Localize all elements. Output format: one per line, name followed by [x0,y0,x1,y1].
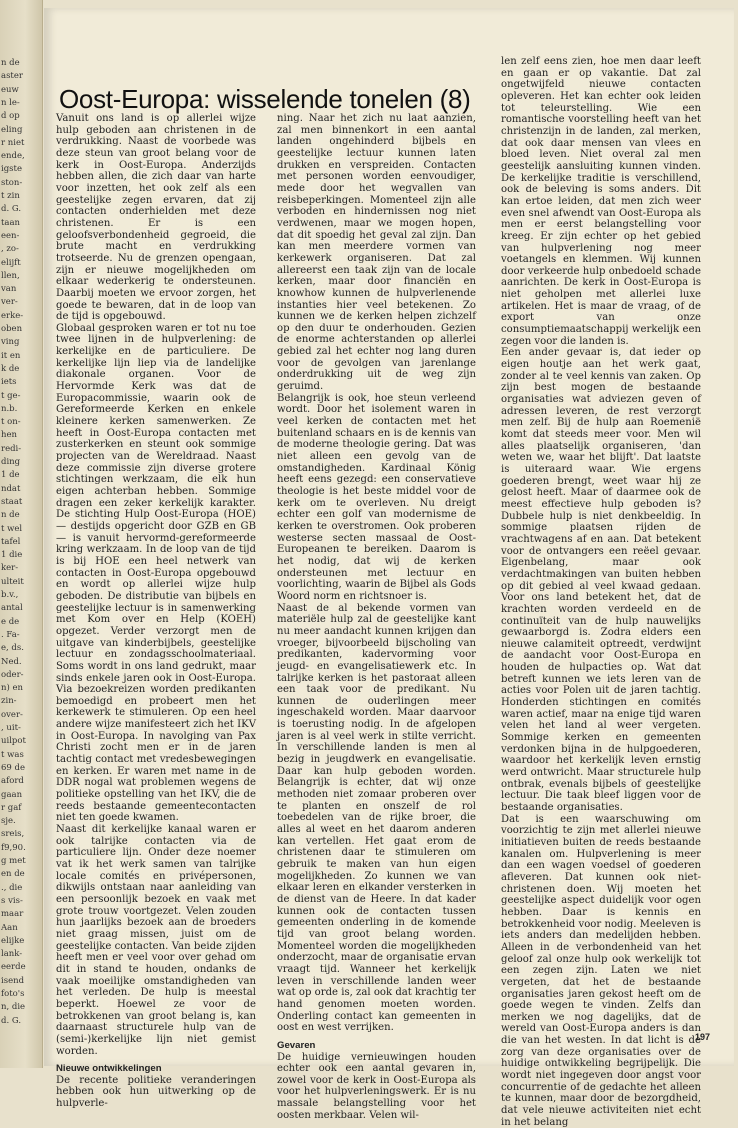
margin-fragment: hen [1,430,17,441]
margin-fragment: n de [1,510,20,521]
margin-fragment: 69 de [1,762,25,773]
margin-fragment: ulteit [1,576,24,587]
margin-fragment: r niet [1,137,25,148]
paragraph: Globaal gesproken waren er tot nu toe twee lijnen in de hulpverlening: de kerkelijke en de particuliere. De kerkelijke lijn liep via de landelijke diakonale organen. Voor de Hervormde Kerk was dat de Europacommissie, waarin ook de Gereformeerde Kerken en enkele kleinere kerken samenwerken. Ze heeft in Oost-Europa contacten met zusterkerken en steunt ook sommige projecten van de Wereldraad. Naast deze commissie zijn diverse grotere stichtingen werkzaam, die elk hun eigen achterban hebben. Sommige dragen een zeker kerkelijk karakter. De stichting Hulp Oost-Europa (HOE) — destijds opgericht door GZB en GB — is vanuit hervormd-gereformeerde kring werkzaam. In de loop van de tijd is bij HOE een heel netwerk van contacten in Oost-Europa opgebouwd en wordt op allerlei wijze hulp geboden. De distributie van bijbels en geestelijke lectuur is in samenwerking met Kom over en Help (KOEH) opgezet. Verder verzorgt men de uitgave van kinderbijbels, geestelijke lectuur en zondagsschoolmateriaal. Soms wordt in ons land gedrukt, maar sinds enkele jaren ook in Oost-Europa. Via bezoekreizen worden predikanten bemoedigd en probeert men het kerkewerk te stimuleren. Op een heel andere wijze manifesteert zich het IKV in Oost-Europa. In navolging van Pax Christi zocht men er in de jaren tachtig contact met vredesbewegingen en kerken. Er waren met name in de DDR nogal wat problemen wegens de politieke opstelling van het IKV, die de reeds bestaande gemeentecontacten niet ten goede kwamen. [56,322,256,824]
margin-fragment: d op [1,111,20,122]
section-heading-gevaren: Gevaren [277,1039,316,1051]
paragraph: Vanuit ons land is op allerlei wijze hulp geboden aan christenen in de verdrukking. Naast de voorbede was deze steun van groot belang voor de kerk in Oost-Europa. Anderzijds hebben allen, die zich daar van harte voor inzetten, het ook zelf als een geestelijke zegen ervaren, dat zij contacten onderhielden met deze christenen. Er is een geloofsverbondenheid gegroeid, die brute macht en verdrukking trotseerde. Nu de grenzen opengaan, zijn er nieuwe mogelijkheden om elkaar wederkerig te ondersteunen. Daarbij moeten we ervoor zorgen, het goede te bewaren, dat in de loop van de tijd is opgebouwd. [56,113,256,323]
margin-fragment: ., die [1,882,23,893]
margin-fragment: t zin [1,191,20,201]
paragraph: Belangrijk is ook, hoe steun verleend wordt. Door het isolement waren in veel kerken de contacten met het buitenland schaars en is de kennis van de moderne theologie gering. Dat was niet alleen een gevolg van de omstandigheden. Kardinaal König heeft eens gezegd: een conservatieve theologie is het beste middel voor de kerk om te overleven. Nu dreigt echter een golf van modernisme de kerken te overstromen. Ook proberen westerse secten massaal de Oost-Europeanen te bereiken. Daarom is het nodig, dat wij de kerken ondersteunen met lectuur en voorlichting, waarin de Bijbel als Gods Woord norm en richtsnoer is. [277,392,476,602]
margin-fragment: isend [1,975,25,986]
margin-fragment: oben [1,324,23,334]
margin-fragment: ker- [1,563,19,574]
margin-fragment: , uit- [1,723,21,733]
margin-fragment: elijke [1,935,25,946]
margin-fragment: e de [1,616,20,627]
margin-fragment: s vis- [1,895,23,906]
paragraph: Dat is een waarschuwing om voorzichtig te zijn met allerlei nieuwe initiatieven buiten de reeds bestaande kanalen om. Hulpverlening is meer dan een wagen voedsel of goederen afleveren. Dat kunnen ook niet-christenen doen. Wij moeten het geestelijke aspect duidelijk voor ogen hebben. Daar is kennis en betrokkenheid voor nodig. Meeleven is iets anders dan medelijden hebben. Alleen in de verbondenheid van het geloof zal onze hulp ook werkelijk tot een zegen zijn. Laten we niet vergeten, dat het de bestaande organisaties jaren gekost heeft om de goede wegen te vinden. Zelfs dan merken we nog dagelijks, dat de wereld van Oost-Europa anders is dan die van het westen. In dat licht is de zorg van deze organisaties over de huidige ontwikkeling begrijpelijk. Die wordt niet ingegeven door angst voor concurrentie of de gedachte het alleen te kunnen, maar door de bezorgdheid, dat vele nieuwe activiteiten niet echt in het belang [501,813,701,1128]
paragraph: len zelf eens zien, hoe men daar leeft en gaan er op vakantie. Dat zal ongetwijfeld nieuwe contacten opleveren. Het kan echter ook leiden tot teleurstelling. Wie een romantische voorstelling heeft van het christenzijn in de landen, zal merken, dat ook daar mensen van vlees en bloed leven. Niet overal zal men geestelijk aansluiting kunnen vinden. De kerkelijke traditie is verschillend, ook de beleving is soms anders. Dit kan ertoe leiden, dat men zich weer even snel afwendt van Oost-Europa als men er eerst belangstelling voor kreeg. Er zijn echter op het gebied van hulpverlening nog meer voetangels en klemmen. Wij kunnen door verkeerde hulp onbedoeld schade aanrichten. De kerk in Oost-Europa is niet geholpen met allerlei luxe artikelen. Het is maar de vraag, of de export van onze consumptiemaatschappij werkelijk een zegen voor die landen is. [501,56,701,347]
margin-fragment: sje. [1,816,16,827]
margin-fragment: sreis, [1,829,25,840]
margin-fragment: antal [1,603,23,614]
margin-fragment: d. G. [1,1015,22,1026]
margin-fragment: taan [1,217,21,228]
margin-fragment: . Fa- [1,629,20,640]
margin-fragment: n le- [1,97,20,108]
margin-fragment: e, ds. [1,643,24,654]
paragraph: Naast de al bekende vormen van materiële hulp zal de geestelijke kant nu meer aandacht kunnen krijgen dan vroeger, bijvoorbeeld bijscholing van predikanten, kadervorming voor jeugd- en evangelisatiewerk etc. In talrijke kerken is het pastoraat alleen een taak voor de predikant. Nu kunnen de ouderlingen meer ingeschakeld worden. Maar daarvoor is toerusting nodig. In de afgelopen jaren is al veel werk in stilte verricht. In verschillende landen is men al bezig in jeugdwerk en evangelisatie. Daar kan hulp geboden worden. Belangrijk is echter, dat wij onze methoden niet zomaar proberen over te planten en onszelf de rol toebedelen van de rijke broer, die alles al weet en het daarom anderen kan vertellen. Het gaat erom de christenen daar te stimuleren om gebruik te maken van hun eigen mogelijkheden. Zo kunnen we van elkaar leren en elkander versterken in de dienst van de Heere. In dat kader kunnen ook de contacten tussen gemeenten onderling in de komende tijd van groot belang worden. Momenteel worden die mogelijkheden onderzocht, maar de organisatie ervan vraagt tijd. Wanneer het kerkelijk leven in verschillende landen weer wat op orde is, zal ook dat krachtig ter hand genomen moeten worden. Onderling contact kan gemeenten in oost en west verrijken. [277,602,476,1034]
margin-fragment: en de [1,869,25,880]
margin-fragment: lank- [1,949,23,960]
margin-fragment: ding [1,457,21,467]
margin-fragment: aster [1,71,23,82]
margin-fragment: tafel [1,536,21,547]
margin-fragment: n, die [1,1002,26,1013]
margin-fragment: eerde [1,962,26,973]
margin-fragment: staat [1,496,23,507]
margin-fragment: g met [1,856,26,866]
margin-fragment: k de [1,363,20,374]
margin-fragment: aford [1,776,24,787]
section-heading-nieuwe-ontwikkelingen: Nieuwe ontwikkelingen [56,1063,162,1075]
page-number: 197 [695,1032,711,1042]
margin-fragment: iets [1,377,17,388]
paragraph: De recente politieke veranderingen hebben ook hun uitwerking op de hulpverle- [56,1074,256,1110]
margin-fragment: Ned. [1,656,22,667]
margin-fragment: foto's [1,989,25,999]
margin-fragment: erke- [1,310,24,321]
margin-fragment: t ge- [1,390,21,401]
margin-fragment: t on- [1,417,21,428]
margin-fragment: uilpot [1,736,26,747]
margin-fragment: oder- [1,669,24,680]
margin-fragment: ende, [1,151,25,162]
previous-page-margin [0,0,43,1068]
paragraph: ning. Naar het zich nu laat aanzien, zal men binnenkort in een aantal landen ongehinderd bijbels en geestelijke lectuur kunnen laten drukken en verspreiden. Contacten met personen worden eenvoudiger, mede door het wegvallen van reisbeperkingen. Momenteel zijn alle verboden en hindernissen nog niet verdwenen, maar we mogen hopen, dat dit spoedig het geval zal zijn. Dan kan men meerdere vormen van kerkewerk organiseren. Dat zal allereerst een taak zijn van de locale kerken, maar door financiën en knowhow kunnen de hulpverlenende instanties hier veel betekenen. Zo kunnen we de kerken helpen zichzelf op den duur te onderhouden. Gezien de enorme achterstanden op allerlei gebied zal het echter nog lang duren voor de gevolgen van jarenlange onderdrukking uit de weg zijn geruimd. [277,113,476,393]
margin-fragment: n.b. [1,403,18,414]
margin-fragment: t was [1,749,24,760]
margin-fragment: zin- [1,696,17,707]
paragraph: De huidige vernieuwingen houden echter ook een aantal gevaren in, zowel voor de kerk in Oost-Europa als voor het hulpverleningswerk. Er is nu massale belangstelling voor het oosten merkbaar. Velen wil- [277,1051,476,1121]
margin-fragment: b.v., [1,590,19,600]
column-3 [501,56,701,1128]
margin-fragment: redi- [1,443,22,454]
margin-fragment: gaan [1,789,23,800]
margin-fragment: n de [1,58,20,68]
margin-fragment: f9,90. [1,842,26,853]
paragraph: Een ander gevaar is, dat ieder op eigen houtje aan het werk gaat, zonder al te veel kennis van zaken. Op zijn best mogen de bestaande organisaties wat adviezen geven of adressen leveren, de rest verzorgt men zelf. Bij de hulp aan Roemenië komt dat steeds meer voor. Men wil alles plaatselijk organiseren, 'dan weten we, waar het blijft'. Dat laatste is uiteraard waar. Wie ergens goederen brengt, weet waar hij ze gelost heeft. Maar of daarmee ook de meest effectieve hulp geboden is? Dubbele hulp is niet denkbeeldig. In sommige plaatsen rijden de vrachtwagens af en aan. Dat betekent voor de ontvangers een reëel gevaar. Eigenbelang, maar ook verdachtmakingen van buiten hebben op dit gebied al veel kwaad gedaan. Voor ons land betekent het, dat de krachten worden verdeeld en de continuïteit van de hulp nauwelijks gewaarborgd is. Zodra elders een nieuwe calamiteit optreedt, verdwijnt de aandacht voor Oost-Europa en houden de hulpacties op. Wat dat betreft kunnen we iets leren van de acties voor Polen uit de jaren tachtig. Honderden stichtingen en comités waren actief, maar na enige tijd waren velen het land al weer vergeten. Sommige kerken en gemeenten verdonken bijna in de hulpgoederen, waardoor het kerkelijk leven ernstig werd ontwricht. Maar structurele hulp ontbrak, evenals bijbels of geestelijke lectuur. Die taak bleef liggen voor de bestaande organisaties. [501,347,701,813]
margin-fragment: 1 die [1,550,23,561]
article-title: Oost-Europa: wisselende tonelen (8) [59,84,471,114]
margin-fragment: over- [1,709,23,720]
margin-fragment: euw [1,84,19,95]
margin-fragment: r gaf [1,802,22,813]
margin-fragment: it en [1,350,21,361]
margin-fragment: llen, [1,270,20,281]
column-2 [277,113,476,1121]
column-1 [56,113,256,1110]
margin-fragment: een- [1,230,20,241]
margin-fragment: eling [1,124,23,135]
margin-fragment: n) en [1,683,23,694]
margin-fragment: Aan [1,922,18,933]
margin-fragment: igste [1,164,22,175]
margin-fragment: t wel [1,523,23,534]
margin-fragment: maar [1,909,24,920]
paragraph: Naast dit kerkelijke kanaal waren er ook talrijke contacten via de particuliere lijn. Onder deze noemer vat ik het werk samen van talrijke locale comités en privépersonen, dikwijls ontstaan naar aanleiding van een persoonlijk bezoek en vaak met grote trouw voortgezet. Velen zouden hun jaarlijks bezoek aan de broeders niet graag missen, juist om de geestelijke contacten. Van beide zijden heeft men er veel voor over gehad om dit in stand te houden, ondanks de vaak moeilijke omstandigheden van het verleden. De hulp is meestal beperkt. Hoewel ze voor de betrokkenen van groot belang is, kan daarnaast structurele hulp van de (semi-)kerkelijke lijn niet gemist worden. [56,824,256,1057]
margin-fragment: van [1,284,17,295]
margin-fragment: 1 de [1,470,20,481]
margin-fragment: ving [1,337,20,348]
margin-fragment: ndat [1,483,21,494]
margin-fragment: d. G. [1,204,22,215]
margin-fragment: elijft [1,257,21,268]
margin-fragment: , zo- [1,244,19,255]
margin-fragment: ver- [1,297,18,308]
margin-fragment: ston- [1,177,23,188]
